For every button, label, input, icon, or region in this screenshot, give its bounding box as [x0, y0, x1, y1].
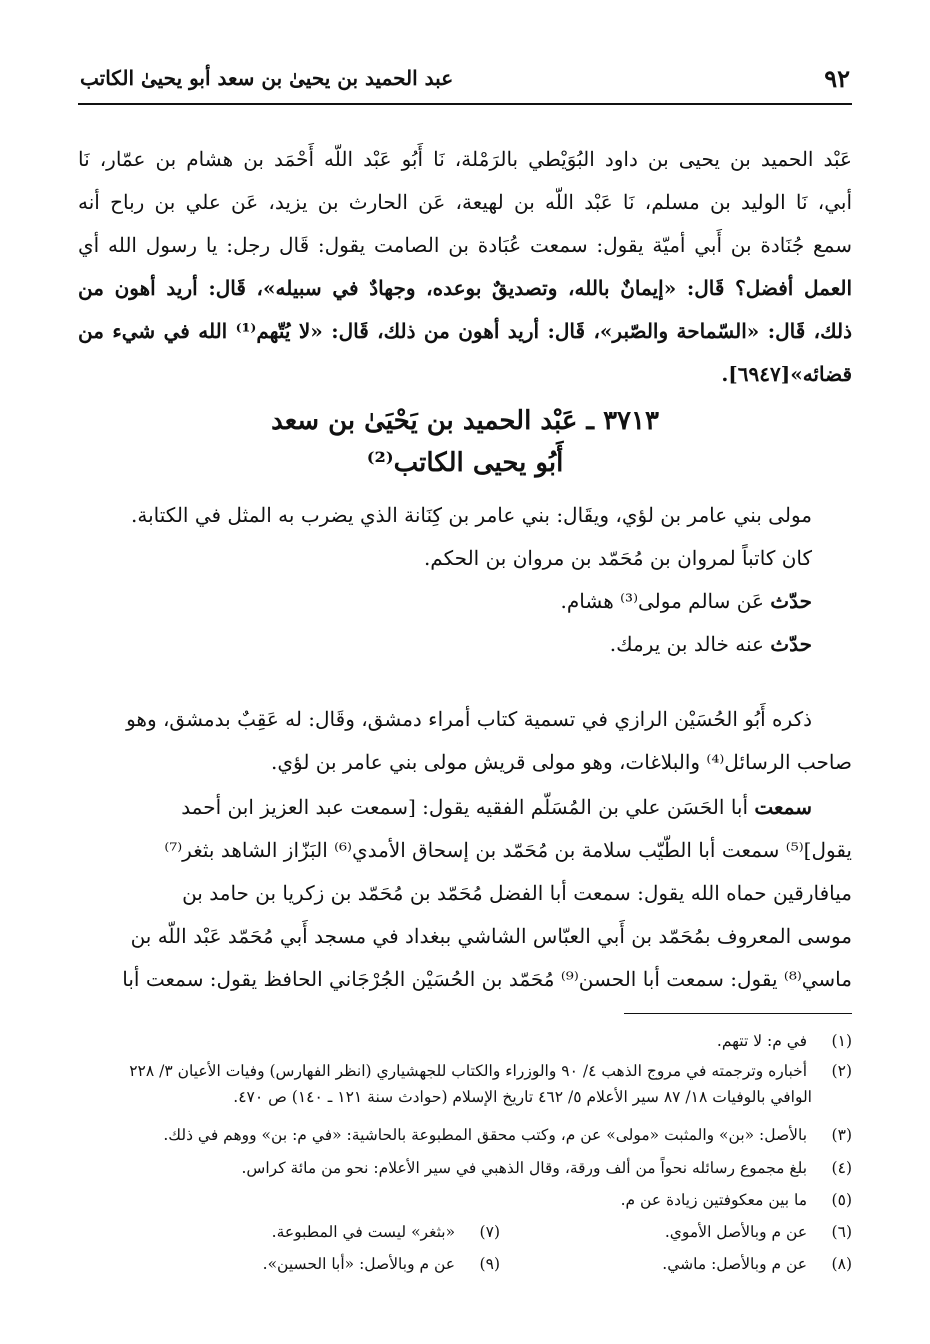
- footnote-text: عن م وبالأصل: ماشي.: [662, 1255, 808, 1273]
- text-line: موسى المعروف بمُحَمّد بن أَبي العبّاس الشاشي ببغداد في مسجد أَبي مُحَمّد عَبْد اللّه بن: [130, 924, 852, 948]
- footnote: [272, 1219, 500, 1245]
- footnote: [717, 1028, 852, 1054]
- text-line: كان كاتباً لمروان بن مُحَمّد بن مروان بن الحكم.: [423, 546, 812, 570]
- text-line: عَبْد الحميد بن يحيى بن داود البُوَيْطي بالرَمْلة، نَا أَبُو عَبْد اللّه أَحْمَد بن هشام بن عمّار، نَا: [78, 147, 852, 171]
- footnote-text: «بثغر» ليست في المطبوعة.: [271, 1223, 456, 1241]
- line-rest: أبا الحَسَن علي بن المُسَلّم الفقيه يقول: [سمعت عبد العزيز ابن أحمد: [181, 795, 755, 819]
- text-line: ماسي⁽⁸⁾ يقول: سمعت أبا الحسن⁽⁹⁾ مُحَمّد بن الحُسَيْن الجُرْجَاني الحافظ يقول: سمعت أبا: [122, 967, 852, 991]
- text-line: ذلك، قَال: «السّماحة والصّبر»، قَال: أريد أهون من ذلك، قَال: «لا يُتّهم⁽¹⁾ الله في شيء من: [78, 319, 852, 343]
- footnote-continuation: الوافي بالوفيات ١٨/ ٨٧ سير الأعلام ٥/ ٤٦٢ تاريخ الإسلام (حوادث سنة ١٢١ ـ ١٤٠) ص ٤٧٠.: [233, 1088, 812, 1106]
- footnote: [665, 1219, 852, 1245]
- bold-keyword: حدّث: [770, 632, 812, 656]
- hadith-paragraph: [78, 138, 852, 396]
- mention-paragraph: [78, 698, 852, 784]
- footnote-rule: [624, 1013, 852, 1014]
- text-line: [78, 580, 852, 623]
- footnote-text: بالأصل: «بن» والمثبت «مولى» عن م، وكتب محقق المطبوعة بالحاشية: «في م: بن» ووهم في ذلك.: [163, 1126, 808, 1144]
- footnote-text: في م: لا تتهم.: [716, 1032, 808, 1050]
- footnote: [129, 1058, 852, 1084]
- footnote: [662, 1251, 852, 1277]
- footnote-text: ما بين معكوفتين زيادة عن م.: [620, 1191, 808, 1209]
- footnote-number: (٣): [831, 1126, 852, 1144]
- text-line: العمل أفضل؟ قَال: «إيمانٌ بالله، وتصديقٌ بوعده، وجهادٌ في سبيله»، قَال: أريد أهون من: [78, 276, 852, 300]
- text-line: ذكره أَبُو الحُسَيْن الرازي في تسمية كتاب أمراء دمشق، وقَال: له عَقِبٌ بدمشق، وهو: [126, 707, 812, 731]
- header-rule: [78, 103, 852, 105]
- footnote: [263, 1251, 500, 1277]
- text-line: أبي، نَا الوليد بن مسلم، نَا عَبْد اللّه بن لهيعة، عَن الحارث بن يزيد، عَن علي بن رباح أنه: [78, 190, 852, 214]
- line-rest: عنه خالد بن يرمك.: [609, 632, 771, 656]
- text-line: ميافارقين حماه الله يقول: سمعت أبا الفضل مُحَمّد بن مُحَمّد بن زكريا بن حامد بن: [182, 881, 852, 905]
- page-number: ٩٢: [824, 64, 850, 93]
- footnote-number: (٥): [831, 1191, 852, 1209]
- text-line: [78, 623, 852, 666]
- footnote-number: (٦): [831, 1223, 852, 1241]
- biography-paragraph: [78, 494, 852, 666]
- text-line: يقول]⁽⁵⁾ سمعت أبا الطّيّب سلامة بن مُحَمّد بن إسحاق الأمدي⁽⁶⁾ البَزّاز الشاهد بثغر⁽⁷⁾: [164, 838, 852, 862]
- footnote-number: (٤): [831, 1159, 852, 1177]
- text-line: [78, 786, 852, 829]
- footnote-number: (١): [831, 1032, 852, 1050]
- footnote-number: (٨): [831, 1255, 852, 1273]
- page-header: [80, 66, 850, 100]
- entry-heading-line: ٣٧١٣ ـ عَبْد الحميد بن يَحْيَىٰ بن سعد: [271, 406, 659, 436]
- footnote-number: (٧): [479, 1223, 500, 1241]
- text-line: صاحب الرسائل⁽⁴⁾ والبلاغات، وهو مولى قريش مولى بني عامر بن لؤي.: [271, 750, 852, 774]
- text-line: قضائه»[٦٩٤٧].: [721, 362, 852, 386]
- text-line: سمع جُنَادة بن أَبي أميّة يقول: سمعت عُبَادة بن الصامت يقول: قَال رجل: يا رسول الله أي: [78, 233, 852, 257]
- footnote: [163, 1122, 852, 1148]
- footnote-text: عن م وبالأصل الأموي.: [664, 1223, 808, 1241]
- footnote: [242, 1155, 853, 1181]
- footnote-text: بلغ مجموع رسائله نحواً من ألف ورقة، وقال الذهبي في سير الأعلام: نحو من مائة كراس.: [241, 1159, 808, 1177]
- bold-keyword: حدّث: [770, 589, 812, 613]
- footnote-number: (٩): [479, 1255, 500, 1273]
- footnote: [621, 1187, 852, 1213]
- footnote-text: عن م وبالأصل: «أبا الحسين».: [262, 1255, 456, 1273]
- footnote-text: أخباره وترجمته في مروج الذهب ٤/ ٩٠ والوزراء والكتاب للجهشياري (انظر الفهارس) وفيات الأعيان ٣/ ٢٢٨: [129, 1062, 808, 1080]
- isnad-paragraph: [78, 786, 852, 1001]
- entry-heading: [78, 400, 852, 484]
- text-line: مولى بني عامر بن لؤي، ويقَال: بني عامر بن كِنَانة الذي يضرب به المثل في الكتابة.: [131, 503, 812, 527]
- line-rest: عَن سالم مولى⁽³⁾ هشام.: [560, 589, 771, 613]
- entry-heading-line: أَبُو يحيى الكاتب⁽²⁾: [366, 448, 564, 478]
- footnote-number: (٢): [831, 1062, 852, 1080]
- bold-keyword: سمعت: [754, 795, 812, 819]
- running-title: عبد الحميد بن يحيىٰ بن سعد أبو يحيىٰ الكاتب: [80, 66, 454, 90]
